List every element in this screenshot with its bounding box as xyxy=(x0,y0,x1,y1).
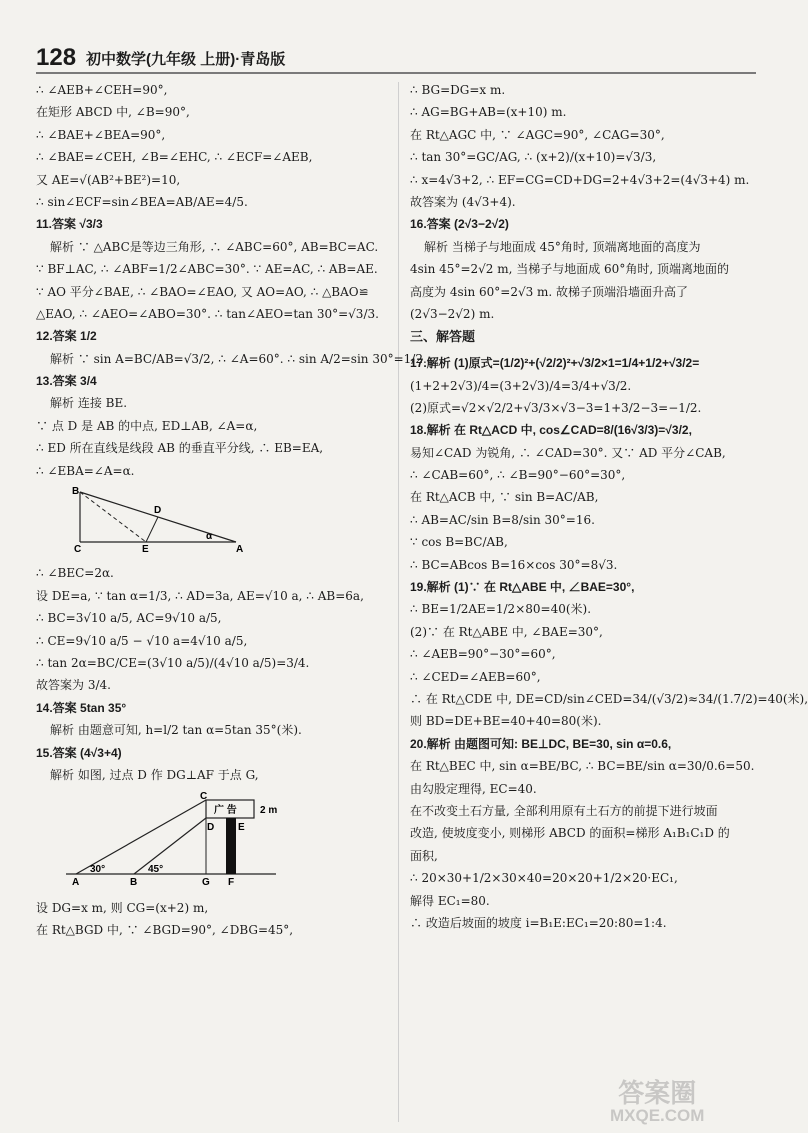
text-line: 则 BD=DE+BE=40+40=80(米). xyxy=(410,714,602,729)
label-F: F xyxy=(228,877,235,889)
solution-17: 17.解析 (1)原式=(1/2)²+(√2/2)²+√3/2×1=1/4+1/2+√3/2= xyxy=(410,356,700,371)
text-line: ∵ 点 D 是 AB 的中点, ED⊥AB, ∠A=α, xyxy=(36,418,258,433)
segment-ED xyxy=(146,517,158,542)
text-line: ∴ ∠BAE=∠CEH, ∠B=∠EHC, ∴ ∠ECF=∠AEB, xyxy=(36,150,313,165)
answer-11: 11.答案 √3/3 xyxy=(36,217,103,232)
sign-text: 广 告 xyxy=(214,805,237,817)
label-A: A xyxy=(72,877,80,889)
text-line: 故答案为 (4√3+4). xyxy=(410,194,516,209)
watermark-logo xyxy=(610,1080,704,1125)
label-D: D xyxy=(154,505,162,517)
text-line: 解析 ∵ △ABC是等边三角形, ∴ ∠ABC=60°, AB=BC=AC. xyxy=(50,239,379,254)
billboard-post xyxy=(226,818,236,874)
text-line: ∵ BF⊥AC, ∴ ∠ABF=1/2∠ABC=30°. ∵ AE=AC, ∴ AB=AE. xyxy=(36,262,378,277)
text-line: ∴ CE=9√10 a/5 − √10 a=4√10 a/5, xyxy=(36,633,248,648)
label-B: B xyxy=(130,877,138,889)
text-line: ∴ 20×30+1/2×30×40=20×20+1/2×20·EC₁, xyxy=(410,871,678,886)
segment-BD xyxy=(134,818,206,874)
answer-12: 12.答案 1/2 xyxy=(36,329,97,344)
answer-13: 13.答案 3/4 xyxy=(36,374,97,389)
text-line: ∴ BC=3√10 a/5, AC=9√10 a/5, xyxy=(36,611,222,626)
text-line: ∴ ∠BAE+∠BEA=90°, xyxy=(36,127,166,142)
text-line: 改造, 使坡度变小, 则梯形 ABCD 的面积=梯形 A₁B₁C₁D 的 xyxy=(410,826,730,841)
text-line: ∴ x=4√3+2, ∴ EF=CG=CD+DG=2+4√3+2=(4√3+4) m. xyxy=(410,172,750,187)
text-line: 在 Rt△BEC 中, sin α=BE/BC, ∴ BC=BE/sin α=30/0.6=50. xyxy=(410,759,755,774)
text-line: 解析 连接 BE. xyxy=(50,396,128,411)
text-line: (2)原式=√2×√2/2+√3/3×√3−3=1+3/2−3=−1/2. xyxy=(410,400,702,415)
label-angle-45: 45° xyxy=(148,864,164,876)
solution-18: 18.解析 在 Rt△ACD 中, cos∠CAD=8/(16√3/3)=√3/2, xyxy=(410,423,692,438)
text-line: 在 Rt△BGD 中, ∵ ∠BGD=90°, ∠DBG=45°, xyxy=(36,923,294,938)
segment-BE xyxy=(80,492,146,542)
label-A: A xyxy=(236,544,244,556)
text-line: ∴ BC=ABcos B=16×cos 30°=8√3. xyxy=(410,557,618,572)
text-line: △EAO, ∴ ∠AEO=∠ABO=30°. ∴ tan∠AEO=tan 30°=√3/3. xyxy=(36,306,379,321)
segment-AC xyxy=(76,800,206,874)
column-divider xyxy=(398,82,399,1122)
text-line: 由勾股定理得, EC=40. xyxy=(410,781,537,796)
solution-19: 19.解析 (1)∵ 在 Rt△ABE 中, ∠BAE=30°, xyxy=(410,580,635,595)
text-line: 解析 ∵ sin A=BC/AB=√3/2, ∴ ∠A=60°. ∴ sin A/2=sin 30°=1/2. xyxy=(50,351,427,366)
label-E: E xyxy=(142,544,149,556)
watermark-url: MXQE.COM xyxy=(610,1106,705,1126)
text-line: ∴ ∠CED=∠AEB=60°, xyxy=(410,669,541,684)
text-line: 在 Rt△ACB 中, ∵ sin B=AC/AB, xyxy=(410,490,599,505)
text-line: ∴ tan 30°=GC/AG, ∴ (x+2)/(x+10)=√3/3, xyxy=(410,150,657,165)
text-line: 在矩形 ABCD 中, ∠B=90°, xyxy=(36,105,190,120)
billboard-diagram xyxy=(66,790,296,889)
figure-15 xyxy=(66,790,388,891)
text-line: ∴ AB=AC/sin B=8/sin 30°=16. xyxy=(410,512,595,527)
book-title: 初中数学(九年级 上册)·青岛版 xyxy=(86,50,286,68)
text-line: ∵ AO 平分∠BAE, ∴ ∠BAO=∠EAO, 又 AO=AO, ∴ △BAO≌ xyxy=(36,284,369,299)
text-line: 解析 如图, 过点 D 作 DG⊥AF 于点 G, xyxy=(50,767,259,782)
text-line: 4sin 45°=2√2 m, 当梯子与地面成 60°角时, 顶端离地面的 xyxy=(410,262,729,277)
label-C: C xyxy=(74,544,82,556)
solution-20: 20.解析 由题图可知: BE⊥DC, BE=30, sin α=0.6, xyxy=(410,736,672,751)
text-line: ∴ sin∠ECF=sin∠BEA=AB/AE=4/5. xyxy=(36,194,248,209)
watermark-text: 答案圈 xyxy=(618,1078,697,1108)
text-line: ∴ 改造后坡面的坡度 i=B₁E:EC₁=20:80=1:4. xyxy=(410,915,667,930)
text-line: 在不改变土石方量, 全部利用原有土石方的前提下进行坡面 xyxy=(410,803,718,818)
right-column xyxy=(410,82,808,937)
answer-14: 14.答案 5tan 35° xyxy=(36,700,127,715)
text-line: 在 Rt△AGC 中, ∵ ∠AGC=90°, ∠CAG=30°, xyxy=(410,127,665,142)
page-header xyxy=(36,44,756,74)
text-line: 解析 由题意可知, h=l/2 tan α=5tan 35°(米). xyxy=(50,723,302,738)
label-alpha: α xyxy=(206,531,213,543)
text-line: ∴ ∠EBA=∠A=α. xyxy=(36,463,135,478)
answer-16: 16.答案 (2√3−2√2) xyxy=(410,217,509,232)
text-line: ∴ ∠AEB=90°−30°=60°, xyxy=(410,647,556,662)
text-line: (1+2+2√3)/4=(3+2√3)/4=3/4+√3/2. xyxy=(410,378,632,393)
label-D: D xyxy=(207,822,215,834)
text-line: 易知∠CAD 为锐角, ∴ ∠CAD=30°. 又∵ AD 平分∠CAB, xyxy=(410,445,726,460)
text-line: ∴ AG=BG+AB=(x+10) m. xyxy=(410,105,567,120)
text-line: 面积, xyxy=(410,848,438,863)
label-G: G xyxy=(202,877,210,889)
text-line: ∴ 在 Rt△CDE 中, DE=CD/sin∠CED=34/(√3/2)≈34/(1.7/2)=40(米), xyxy=(410,692,808,706)
text-line: ∵ cos B=BC/AB, xyxy=(410,535,508,550)
label-angle-30: 30° xyxy=(90,864,106,876)
text-line: ∴ tan 2α=BC/CE=(3√10 a/5)/(4√10 a/5)=3/4. xyxy=(36,655,310,670)
text-line: 又 AE=√(AB²+BE²)=10, xyxy=(36,172,181,187)
triangle-diagram xyxy=(66,486,266,556)
text-line: 解析 当梯子与地面成 45°角时, 顶端离地面的高度为 xyxy=(424,239,701,254)
text-line: ∴ ∠AEB+∠CEH=90°, xyxy=(36,83,168,97)
text-line: 故答案为 3/4. xyxy=(36,678,111,693)
text-line: ∴ ∠CAB=60°, ∴ ∠B=90°−60°=30°, xyxy=(410,468,626,483)
text-line: ∴ BG=DG=x m. xyxy=(410,83,506,97)
text-line: 设 DG=x m, 则 CG=(x+2) m, xyxy=(36,900,209,915)
text-line: (2√3−2√2) m. xyxy=(410,306,495,321)
label-E: E xyxy=(238,822,245,834)
text-line: ∴ ED 所在直线是线段 AB 的垂直平分线, ∴ EB=EA, xyxy=(36,441,324,456)
answer-15: 15.答案 (4√3+4) xyxy=(36,745,122,760)
label-C: C xyxy=(200,791,208,803)
page-number: 128 xyxy=(36,44,77,71)
text-line: (2)∵ 在 Rt△ABE 中, ∠BAE=30°, xyxy=(410,624,603,639)
text-line: 高度为 4sin 60°=2√3 m. 故梯子顶端沿墙面升高了 xyxy=(410,284,689,299)
figure-13 xyxy=(66,486,388,557)
section-heading: 三、解答题 xyxy=(410,329,476,345)
label-B: B xyxy=(72,486,80,498)
text-line: ∴ BE=1/2AE=1/2×80=40(米). xyxy=(410,602,592,617)
text-line: ∴ ∠BEC=2α. xyxy=(36,566,114,581)
text-line: 设 DE=a, ∵ tan α=1/3, ∴ AD=3a, AE=√10 a, ∴ AB=6a, xyxy=(36,588,364,603)
text-line: 解得 EC₁=80. xyxy=(410,893,490,908)
label-height: 2 m xyxy=(260,805,278,817)
